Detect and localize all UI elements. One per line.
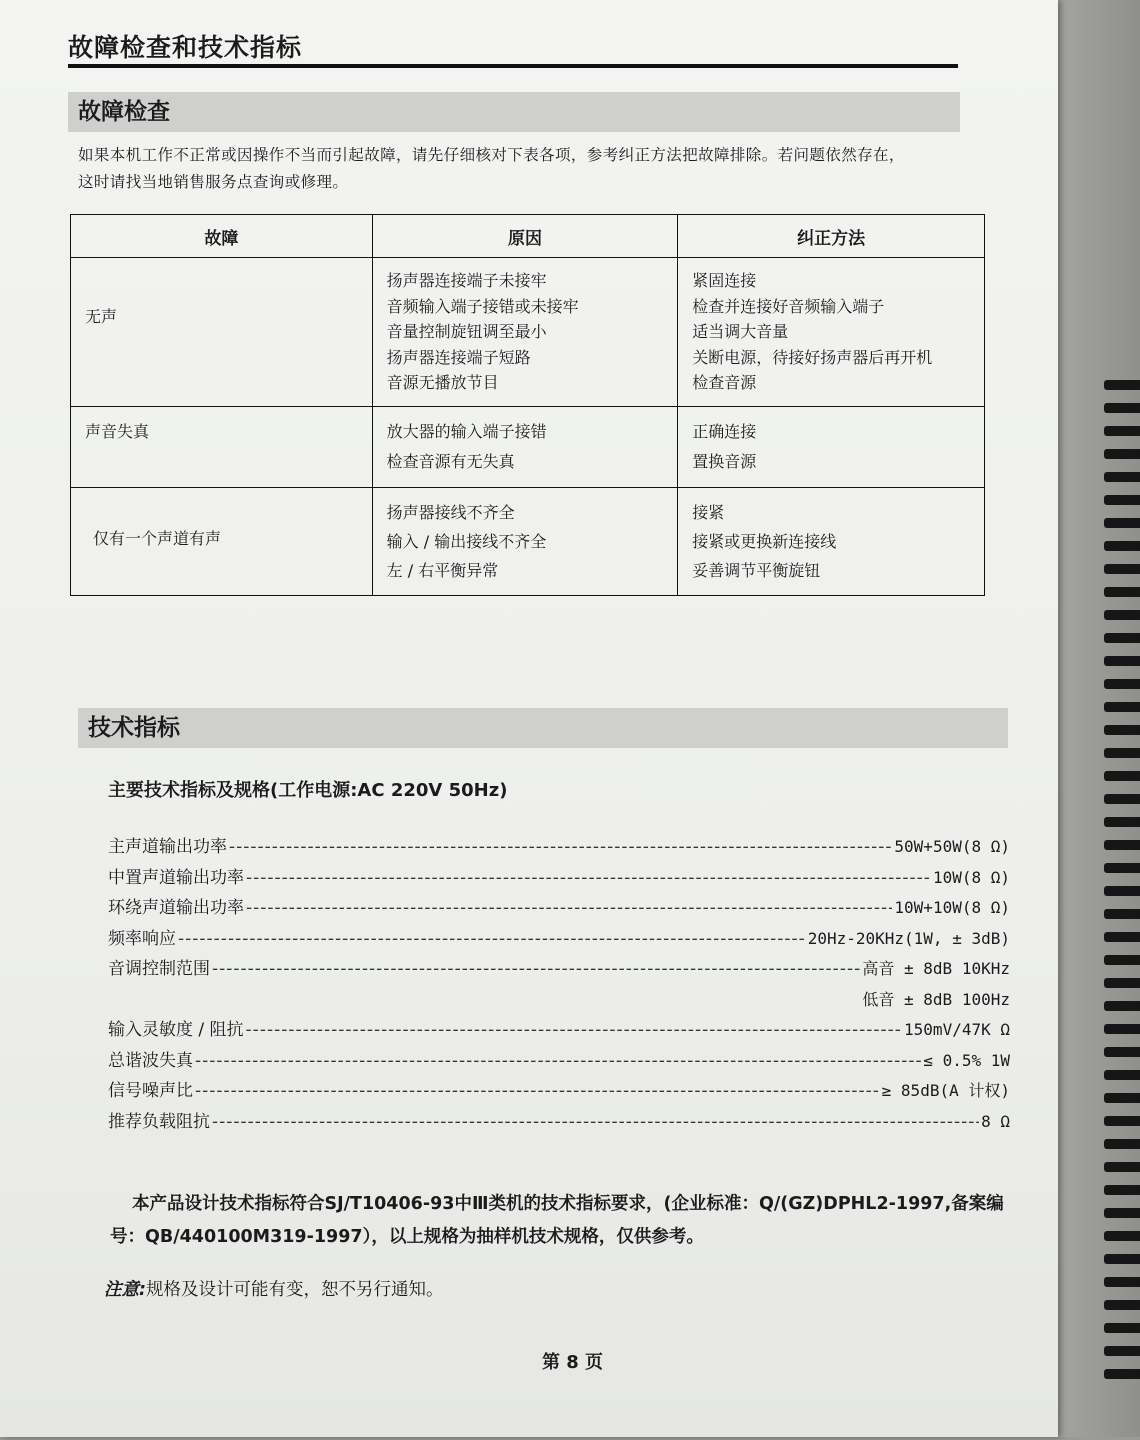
compliance-statement: 本产品设计技术指标符合SJ/T10406-93中Ⅲ类机的技术指标要求，(企业标准：Q/(GZ)DPHL2-1997,备案编号：QB/440100M319-1997），以上规格为抽样机技术规格，仅供参考。 bbox=[110, 1194, 1004, 1247]
spec-value: ≥ 85dB(A 计权) bbox=[881, 1081, 1010, 1100]
spec-row bbox=[108, 893, 1010, 924]
troubleshooting-intro bbox=[78, 142, 958, 196]
spec-row bbox=[108, 1046, 1010, 1077]
cause-item: 输入 / 输出接线不齐全 bbox=[386, 531, 547, 551]
spec-value: 50W+50W(8 Ω) bbox=[894, 837, 1010, 856]
dotted-leader bbox=[212, 959, 860, 979]
spec-value: 8 Ω bbox=[981, 1111, 1010, 1131]
spec-list bbox=[108, 832, 1010, 1137]
spec-value: 10W(8 Ω) bbox=[932, 867, 1010, 887]
cause-cell bbox=[372, 258, 678, 407]
dotted-leader bbox=[246, 898, 892, 918]
specifications-heading: 技术指标 bbox=[78, 708, 1008, 748]
spec-value: 20Hz-20KHz(1W, ± 3dB) bbox=[807, 928, 1010, 948]
intro-line-2: 这时请找当地销售服务点查询或修理。 bbox=[78, 173, 349, 191]
change-notice bbox=[104, 1276, 444, 1301]
intro-line-1: 如果本机工作不正常或因操作不当而引起故障，请先仔细核对下表各项，参考纠正方法把故障排除。若问题依然存在， bbox=[78, 146, 905, 164]
spec-label: 环绕声道输出功率 bbox=[108, 898, 244, 918]
spec-value: 高音 ± 8dB 10KHz bbox=[862, 959, 1010, 978]
remedy-item: 正确连接 bbox=[692, 421, 757, 441]
dotted-leader bbox=[229, 837, 892, 857]
fault-cell: 仅有一个声道有声 bbox=[71, 487, 373, 595]
note-text: 规格及设计可能有变，恕不另行通知。 bbox=[146, 1280, 444, 1300]
remedy-item: 接紧 bbox=[692, 502, 725, 522]
dotted-leader bbox=[246, 868, 931, 888]
cause-item: 扬声器连接端子未接牢 bbox=[386, 271, 547, 290]
page-title: 故障检查和技术指标 bbox=[68, 33, 303, 62]
spec-label: 推荐负载阻抗 bbox=[108, 1111, 210, 1132]
spec-row bbox=[108, 954, 1010, 985]
spec-value: 150mV/47K Ω bbox=[904, 1020, 1010, 1039]
spec-row bbox=[108, 1015, 1010, 1046]
fault-cell: 无声 bbox=[71, 258, 373, 407]
cause-item: 音频输入端子接错或未接牢 bbox=[386, 296, 579, 316]
table-row bbox=[71, 258, 985, 407]
spec-label: 总谐波失真 bbox=[108, 1050, 193, 1071]
cause-item: 左 / 右平衡异常 bbox=[386, 560, 499, 580]
specifications-subtitle: 主要技术指标及规格(工作电源:AC 220V 50Hz) bbox=[108, 780, 508, 801]
cause-item: 音源无播放节目 bbox=[386, 373, 499, 392]
spec-label: 音调控制范围 bbox=[108, 959, 210, 979]
spec-row bbox=[108, 863, 1010, 894]
cause-cell bbox=[372, 406, 678, 487]
spec-row bbox=[108, 832, 1010, 863]
remedy-item: 接紧或更换新连接线 bbox=[692, 531, 837, 551]
table-row bbox=[71, 406, 985, 487]
dotted-leader bbox=[195, 1051, 921, 1071]
spec-row bbox=[108, 1076, 1010, 1107]
remedy-item: 置换音源 bbox=[692, 451, 757, 471]
spec-value: 低音 ± 8dB 100Hz bbox=[862, 989, 1010, 1009]
spec-label: 主声道输出功率 bbox=[108, 837, 227, 857]
cause-item: 音量控制旋钮调至最小 bbox=[386, 322, 547, 341]
remedy-cell bbox=[678, 406, 985, 487]
cause-item: 扬声器接线不齐全 bbox=[386, 502, 515, 522]
troubleshooting-table bbox=[70, 214, 985, 596]
dotted-leader bbox=[212, 1112, 979, 1132]
remedy-cell bbox=[678, 487, 985, 595]
troubleshooting-heading: 故障检查 bbox=[68, 92, 960, 132]
spec-label: 频率响应 bbox=[108, 928, 176, 949]
column-header-remedy: 纠正方法 bbox=[678, 215, 985, 258]
remedy-item: 关断电源，待接好扬声器后再开机 bbox=[692, 347, 933, 367]
spec-label: 信号噪声比 bbox=[108, 1081, 193, 1101]
cause-cell bbox=[372, 487, 678, 595]
spec-label: 中置声道输出功率 bbox=[108, 867, 244, 888]
column-header-fault: 故障 bbox=[71, 215, 373, 258]
remedy-item: 检查并连接好音频输入端子 bbox=[692, 296, 885, 316]
remedy-item: 紧固连接 bbox=[692, 271, 757, 290]
title-divider bbox=[68, 64, 958, 68]
spec-label: 输入灵敏度 / 阻抗 bbox=[108, 1020, 244, 1040]
column-header-cause: 原因 bbox=[372, 215, 678, 258]
spec-row bbox=[108, 924, 1010, 955]
fault-cell: 声音失真 bbox=[71, 406, 373, 487]
cause-item: 扬声器连接端子短路 bbox=[386, 347, 531, 367]
spec-value-continued bbox=[108, 985, 1010, 1016]
spec-value: 10W+10W(8 Ω) bbox=[894, 898, 1010, 917]
remedy-cell bbox=[678, 258, 985, 407]
dotted-leader bbox=[246, 1020, 902, 1040]
table-row bbox=[71, 487, 985, 595]
note-label: 注意: bbox=[104, 1280, 146, 1300]
spec-value: ≤ 0.5% 1W bbox=[923, 1050, 1010, 1070]
dotted-leader bbox=[178, 929, 806, 949]
table-header-row bbox=[71, 215, 985, 258]
remedy-item: 适当调大音量 bbox=[692, 322, 789, 341]
remedy-item: 妥善调节平衡旋钮 bbox=[692, 560, 821, 580]
spec-row bbox=[108, 1107, 1010, 1138]
remedy-item: 检查音源 bbox=[692, 373, 757, 392]
dotted-leader bbox=[195, 1081, 880, 1101]
cause-item: 检查音源有无失真 bbox=[386, 451, 515, 471]
ring-binding bbox=[1100, 380, 1140, 1440]
cause-item: 放大器的输入端子接错 bbox=[386, 421, 547, 441]
page-number: 第 8 页 bbox=[542, 1352, 604, 1373]
